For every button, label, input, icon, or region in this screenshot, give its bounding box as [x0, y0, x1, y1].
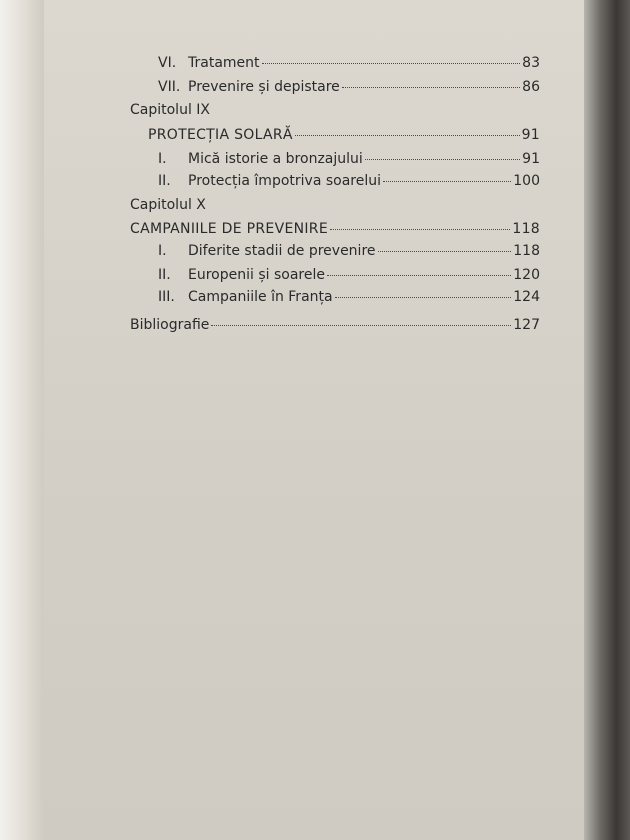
toc-entry — [158, 172, 540, 190]
toc-entry — [158, 54, 540, 72]
toc-entry-page: 124 — [513, 289, 540, 305]
dot-leader — [378, 251, 512, 252]
chapter-label: Capitolul X — [130, 197, 206, 213]
chapter-title — [130, 220, 540, 238]
toc-entry-title: Tratament — [188, 55, 260, 71]
toc-entry-number: VI. — [158, 55, 177, 71]
toc-entry-title: Diferite stadii de prevenire — [188, 243, 376, 259]
toc-entry-title: Campaniile în Franța — [188, 289, 333, 305]
dot-leader — [335, 297, 512, 298]
toc-entry-page: 120 — [513, 267, 540, 283]
chapter-title-text: CAMPANIILE DE PREVENIRE — [130, 221, 328, 237]
chapter-label: Capitolul IX — [130, 102, 211, 118]
toc-entry-title: Prevenire și depistare — [188, 79, 340, 95]
toc-entry-number: II. — [158, 267, 171, 283]
dot-leader — [383, 181, 511, 182]
toc-entry — [158, 78, 540, 96]
toc-entry-title: Europenii și soarele — [188, 267, 325, 283]
chapter-title — [148, 126, 540, 144]
toc-entry-number: VII. — [158, 79, 181, 95]
toc-entry-page: 86 — [522, 79, 540, 95]
toc-entry-page: 118 — [513, 243, 540, 259]
toc-entry-title: Bibliografie — [130, 317, 210, 333]
toc-entry-number: III. — [158, 289, 175, 305]
dot-leader — [327, 275, 511, 276]
toc-entry-number: II. — [158, 173, 171, 189]
toc-entry-page: 83 — [522, 55, 540, 71]
toc-entry-title: Protecția împotriva soarelui — [188, 173, 381, 189]
toc-entry-title: Mică istorie a bronzajului — [188, 151, 363, 167]
toc-entry-bibliography — [130, 316, 540, 334]
toc-entry-page: 100 — [513, 173, 540, 189]
dot-leader — [365, 159, 520, 160]
dot-leader — [262, 63, 521, 64]
dot-leader — [295, 135, 520, 136]
toc-entry-number: I. — [158, 151, 167, 167]
toc-entry-page: 127 — [513, 317, 540, 333]
toc-entry-page: 91 — [522, 151, 540, 167]
chapter-page: 91 — [521, 127, 540, 143]
dot-leader — [330, 229, 510, 230]
toc-entry — [158, 242, 540, 260]
toc-entry-number: I. — [158, 243, 167, 259]
toc-entry — [158, 266, 540, 284]
toc-entry — [158, 150, 540, 168]
dot-leader — [211, 325, 511, 326]
chapter-page: 118 — [512, 221, 540, 237]
dot-leader — [342, 87, 520, 88]
chapter-title-text: PROTECȚIA SOLARĂ — [148, 127, 293, 143]
toc-entry — [158, 288, 540, 306]
